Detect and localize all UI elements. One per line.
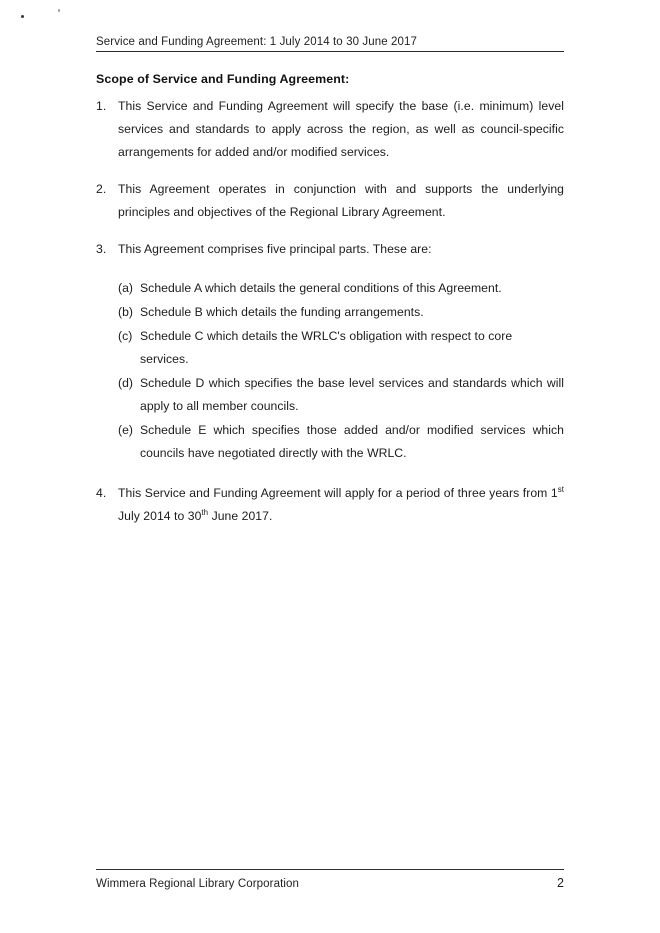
list-item-text: This Service and Funding Agreement will specify the base (i.e. minimum) level services and standards to apply across the region, as well as council-specific arrangements for added and/or modified services. [118, 99, 564, 159]
sub-list-marker: (a) [118, 281, 134, 295]
final-item-text-part2: July 2014 to 30 [118, 509, 202, 523]
sub-list-item-text: Schedule E which specifies those added and/or modified services which councils have negotiated directly with the WRLC. [140, 423, 564, 460]
sub-list-marker: (c) [118, 329, 133, 343]
header-divider [96, 51, 564, 52]
sub-list-item [118, 301, 564, 324]
final-item-text-part3: June 2017. [208, 509, 273, 523]
sub-list-item-text: Schedule D which specifies the base level services and standards which will apply to all member councils. [140, 376, 564, 413]
sub-list-marker: (b) [118, 305, 134, 319]
list-item-text: This Agreement operates in conjunction with and supports the underlying principles and objectives of the Regional Library Agreement. [118, 182, 564, 219]
list-marker: 3. [96, 242, 107, 256]
paragraph-spacer [96, 466, 564, 472]
list-marker: 1. [96, 99, 107, 113]
numbered-item [96, 238, 564, 261]
lettered-sub-list [96, 277, 564, 465]
sub-list-marker: (d) [118, 376, 134, 390]
sub-list-item [118, 372, 564, 418]
section-heading: Scope of Service and Funding Agreement: [96, 72, 350, 86]
list-marker: 2. [96, 182, 107, 196]
numbered-item [96, 482, 564, 528]
list-item-text [118, 482, 564, 528]
header-title: Service and Funding Agreement: 1 July 2014 to 30 June 2017 [96, 36, 417, 48]
footer-organisation: Wimmera Regional Library Corporation [96, 878, 300, 890]
document-body [96, 72, 564, 542]
sub-list-item [118, 419, 564, 465]
sub-list-item [118, 277, 564, 300]
ordinal-suffix-th: th [201, 507, 209, 517]
scan-artifact-speck [21, 15, 24, 18]
footer-row [96, 876, 564, 890]
numbered-item [96, 95, 564, 164]
sub-list-item-text: Schedule B which details the funding arrangements. [140, 305, 424, 319]
sub-list-item-text: Schedule A which details the general conditions of this Agreement. [140, 281, 502, 295]
scan-artifact-speck [58, 9, 60, 12]
page-header [96, 36, 564, 52]
list-marker: 4. [96, 486, 107, 500]
numbered-item [96, 178, 564, 224]
footer-divider [96, 869, 564, 870]
final-item-text-part1: This Service and Funding Agreement will apply for a period of three years from 1 [118, 486, 558, 500]
ordinal-suffix-st: st [557, 484, 564, 494]
sub-list-item-text: Schedule C which details the WRLC's obligation with respect to core services. [140, 329, 513, 366]
page-footer [96, 869, 564, 890]
sub-list-marker: (e) [118, 423, 134, 437]
list-item-text: This Agreement comprises five principal parts. These are: [118, 242, 432, 256]
sub-list-item [118, 325, 564, 371]
page-number: 2 [557, 876, 564, 890]
